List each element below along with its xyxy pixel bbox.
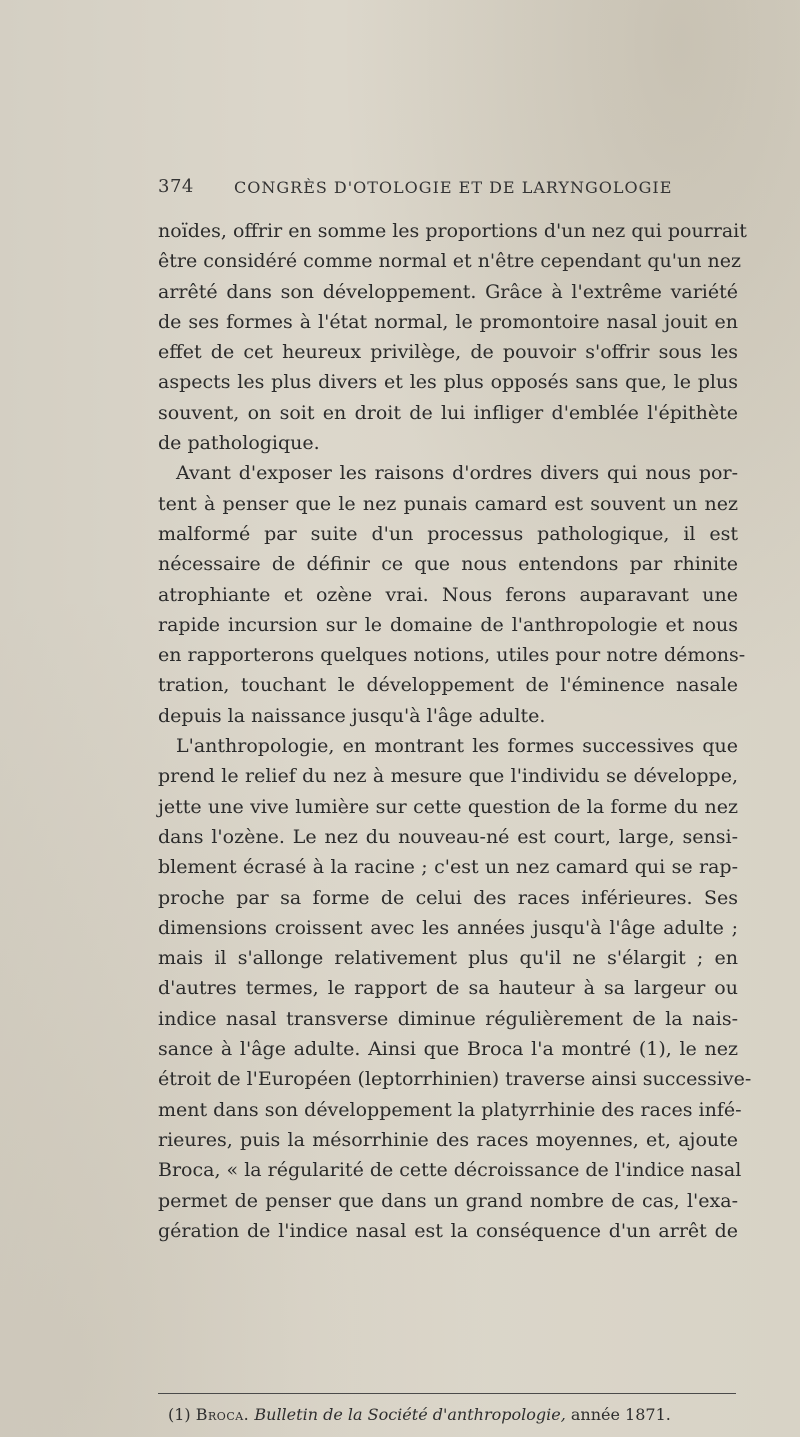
text-line: tent à penser que le nez punais camard est souvent un nez (158, 492, 738, 515)
text-line: de ses formes à l'état normal, le promontoire nasal jouit en (158, 310, 738, 333)
text-line: d'autres termes, le rapport de sa hauteur à sa largeur ou (158, 977, 738, 1000)
running-title: CONGRÈS D'OTOLOGIE ET DE LARYNGOLOGIE (234, 178, 673, 197)
text-line: arrêté dans son développement. Grâce à l'extrême variété (158, 280, 738, 303)
text-line: gération de l'indice nasal est la conséquence d'un arrêt de (158, 1219, 738, 1242)
body-text (158, 216, 752, 1246)
text-line: proche par sa forme de celui des races inférieures. Ses (158, 886, 738, 909)
text-line: Broca, « la régularité de cette décroissance de l'indice nasal (158, 1159, 742, 1182)
text-line: en rapporterons quelques notions, utiles pour notre démons- (158, 644, 746, 667)
footnote-divider (158, 1393, 736, 1394)
footnote-year: année 1871. (570, 1405, 671, 1424)
text-line: aspects les plus divers et les plus opposés sans que, le plus (158, 371, 738, 394)
text-line: dans l'ozène. Le nez du nouveau-né est court, large, sensi- (158, 825, 738, 848)
text-line: effet de cet heureux privilège, de pouvoir s'offrir sous les (158, 341, 738, 364)
text-line: souvent, on soit en droit de lui infliger d'emblée l'épithète (158, 401, 738, 424)
footnote-marker: (1) (168, 1405, 191, 1424)
text-line: prend le relief du nez à mesure que l'individu se développe, (158, 765, 738, 788)
text-line: blement écrasé à la racine ; c'est un nez camard qui se rap- (158, 856, 738, 879)
text-line: depuis la naissance jusqu'à l'âge adulte. (158, 704, 546, 727)
text-line: atrophiante et ozène vrai. Nous ferons auparavant une (158, 583, 738, 606)
text-line: permet de penser que dans un grand nombre de cas, l'exa- (158, 1189, 738, 1212)
text-line: rieures, puis la mésorrhinie des races moyennes, et, ajoute (158, 1128, 738, 1151)
text-line: être considéré comme normal et n'être cependant qu'un nez (158, 250, 741, 273)
page-number: 374 (158, 176, 194, 197)
text-line: L'anthropologie, en montrant les formes successives que (176, 735, 738, 758)
text-line: de pathologique. (158, 432, 320, 455)
footnote-author: Broca. (195, 1405, 250, 1424)
text-line: rapide incursion sur le domaine de l'anthropologie et nous (158, 613, 738, 636)
text-line: mais il s'allonge relativement plus qu'il ne s'élargit ; en (158, 947, 738, 970)
text-line: noïdes, offrir en somme les proportions d'un nez qui pourrait (158, 220, 747, 242)
text-line: ment dans son développement la platyrrhinie des races infé- (158, 1098, 742, 1121)
text-line: étroit de l'Européen (leptorrhinien) traverse ainsi successive- (158, 1068, 752, 1091)
text-line: nécessaire de définir ce que nous entendons par rhinite (158, 553, 738, 576)
running-head (158, 176, 678, 206)
text-line: dimensions croissent avec les années jusqu'à l'âge adulte ; (158, 916, 738, 939)
text-line: jette une vive lumière sur cette question de la forme du nez (158, 795, 738, 818)
footnote-work-title: Bulletin de la Société d'anthropologie, (254, 1405, 566, 1424)
text-line: malformé par suite d'un processus pathologique, il est (158, 522, 738, 545)
footnote (168, 1405, 728, 1424)
text-line: indice nasal transverse diminue régulièrement de la nais- (158, 1007, 738, 1030)
text-line: tration, touchant le développement de l'éminence nasale (158, 674, 738, 697)
text-line: sance à l'âge adulte. Ainsi que Broca l'a montré (1), le nez (158, 1038, 738, 1061)
text-line: Avant d'exposer les raisons d'ordres divers qui nous por- (176, 462, 738, 485)
